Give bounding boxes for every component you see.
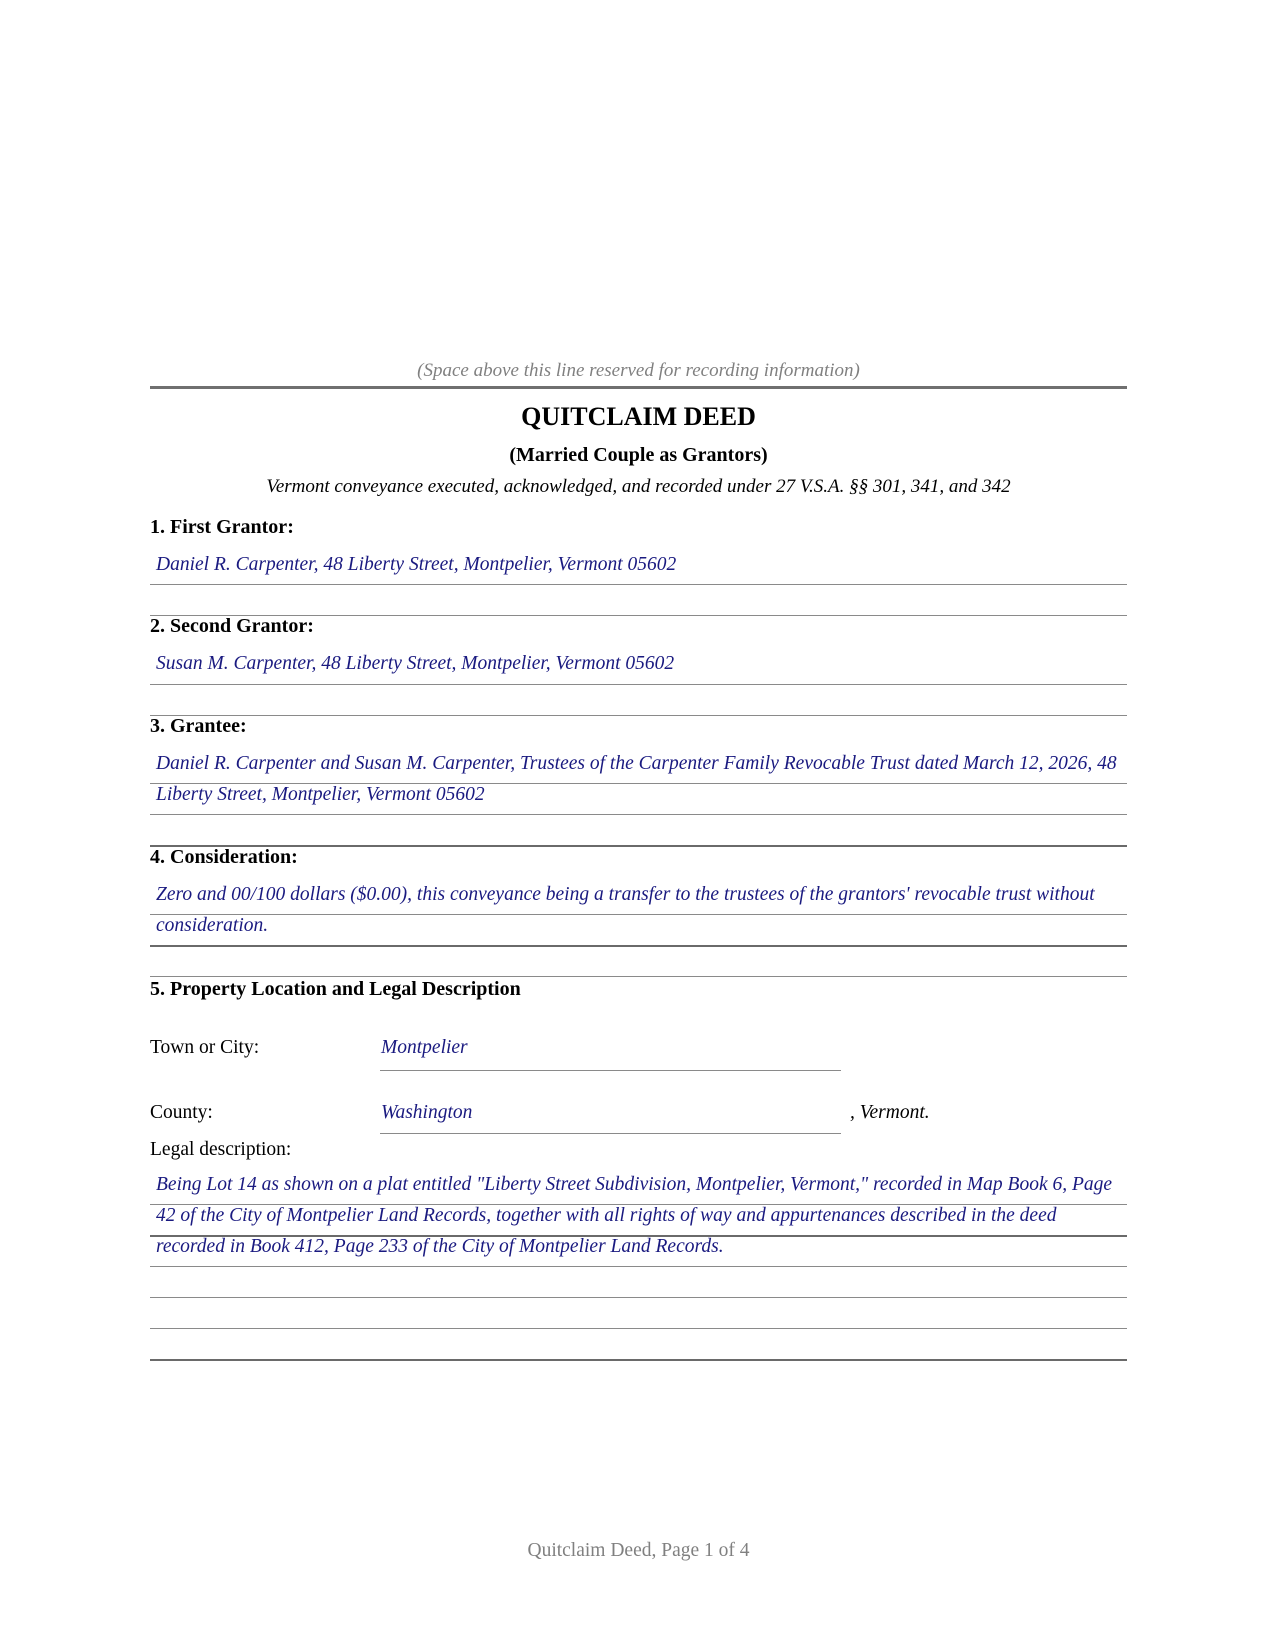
town-field[interactable]: Montpelier (381, 1037, 468, 1058)
legal-description-label: Legal description: (150, 1139, 292, 1160)
county-underline (380, 1133, 841, 1134)
field-rule (150, 584, 1127, 585)
second-grantor-heading: 2. Second Grantor: (150, 615, 314, 637)
town-label: Town or City: (150, 1037, 260, 1058)
grantee-heading: 3. Grantee: (150, 715, 247, 737)
field-rule (150, 715, 1127, 716)
grantee-field[interactable]: Daniel R. Carpenter and Susan M. Carpenter, Trustees of the Carpenter Family Revocable Trust dated March 12, 2026, 48 Liberty Street, Montpelier, Vermont 05602 (156, 753, 1117, 805)
first-grantor-heading: 1. First Grantor: (150, 516, 294, 538)
field-rule (150, 1297, 1127, 1298)
field-rule (150, 1359, 1127, 1361)
document-subtitle: (Married Couple as Grantors) (509, 444, 768, 466)
field-rule (150, 976, 1127, 977)
recording-divider (150, 386, 1127, 389)
field-rule (150, 814, 1127, 815)
town-underline (380, 1070, 841, 1071)
first-grantor-field[interactable]: Daniel R. Carpenter, 48 Liberty Street, Montpelier, Vermont 05602 (156, 554, 677, 575)
field-rule (150, 783, 1127, 784)
county-field[interactable]: Washington (381, 1102, 473, 1123)
state-suffix: , Vermont. (850, 1102, 930, 1123)
field-rule (150, 1204, 1127, 1205)
field-rule (150, 684, 1127, 685)
legal-description-field[interactable]: Being Lot 14 as shown on a plat entitled "Liberty Street Subdivision, Montpelier, Vermont," recorded in Map Book 6, Page 42 of the City of Montpelier Land Records, together with all rights of way and appurtenances described in the deed recorded in Book 412, Page 233 of the City of Montpelier Land Records. (156, 1174, 1113, 1257)
field-rule (150, 1328, 1127, 1329)
field-rule (150, 1266, 1127, 1267)
consideration-heading: 4. Consideration: (150, 846, 298, 868)
field-rule (150, 945, 1127, 947)
recording-space-note: (Space above this line reserved for recording information) (417, 360, 860, 381)
page-footer: Quitclaim Deed, Page 1 of 4 (527, 1540, 750, 1561)
consideration-field[interactable]: Zero and 00/100 dollars ($0.00), this conveyance being a transfer to the trustees of the grantors' revocable trust without consideration. (156, 884, 1095, 936)
document-title: QUITCLAIM DEED (521, 402, 756, 431)
field-rule (150, 1235, 1127, 1237)
field-rule (150, 914, 1127, 915)
property-heading: 5. Property Location and Legal Description (150, 978, 521, 1000)
second-grantor-field[interactable]: Susan M. Carpenter, 48 Liberty Street, Montpelier, Vermont 05602 (156, 653, 675, 674)
county-label: County: (150, 1102, 213, 1123)
statute-reference: Vermont conveyance executed, acknowledged, and recorded under 27 V.S.A. §§ 301, 341, and 342 (266, 476, 1011, 497)
